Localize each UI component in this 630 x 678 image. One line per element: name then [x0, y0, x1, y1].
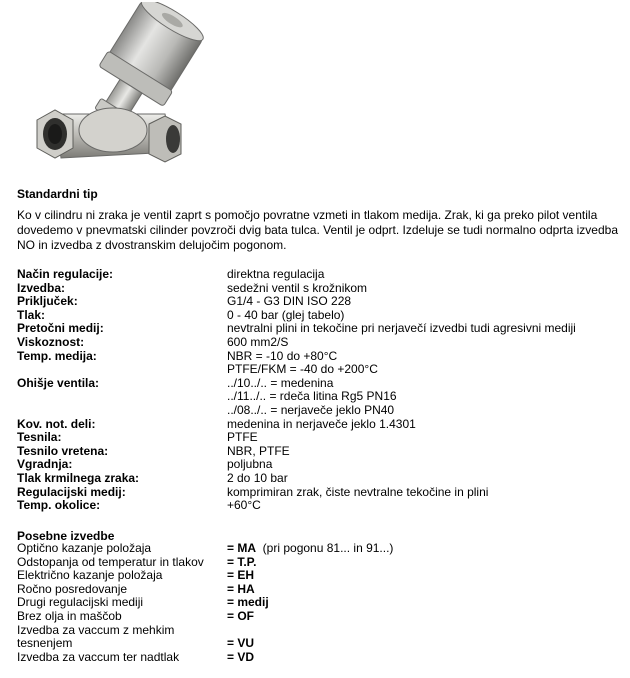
option-row: [17, 651, 617, 665]
option-label: Drugi regulacijski mediji: [17, 595, 144, 610]
spec-label: Temp. okolice:: [17, 498, 101, 513]
option-row: [17, 637, 617, 651]
option-code: [227, 610, 254, 624]
option-label: Ročno posredovanje: [17, 581, 128, 596]
spec-label: Način regulacije:: [17, 267, 114, 281]
spec-row: [17, 431, 617, 445]
spec-row: [17, 390, 617, 404]
option-code-text: = medij: [227, 595, 269, 610]
spec-row: [17, 499, 617, 513]
spec-value: nevtralni plini in tekočine pri nerjavečí izvedbi tudi agresivni mediji: [227, 321, 576, 336]
spec-value: ../08../.. = nerjaveče jeklo PN40: [227, 402, 395, 417]
spec-label: Tlak:: [17, 307, 46, 322]
option-code: [227, 542, 393, 556]
option-label: Optično kazanje položaja: [17, 541, 152, 555]
spec-value: PTFE/FKM = -40 do +200°C: [227, 362, 378, 377]
spec-row: [17, 363, 617, 377]
spec-value: NBR, PTFE: [227, 443, 290, 458]
spec-value: G1/4 - G3 DIN ISO 228: [227, 294, 352, 309]
spec-label: Kov. not. deli:: [17, 416, 96, 431]
spec-value: NBR = -10 do +80°C: [227, 348, 338, 363]
option-row: [17, 569, 617, 583]
option-note: (pri pogonu 81... in 91...): [256, 541, 394, 555]
spec-label: Tlak krmilnega zraka:: [17, 470, 140, 485]
intro-paragraph: Ko v cilindru ni zraka je ventil zaprt s pomočjo povratne vzmeti in tlakom medija. Zrak, ki ga preko pilot ventila dovedemo v pnevmatski cilinder povzroči dvig bata tulca. Ventil je odprt. Izdeluje se tudi normalno odprta izvedba NO in izvedba z dvostranskim delujočim pogonom.: [17, 208, 619, 252]
option-row: [17, 542, 617, 556]
spec-row: [17, 295, 617, 309]
option-code: [227, 583, 255, 597]
spec-label: Ohišje ventila:: [17, 375, 100, 390]
spec-value: 2 do 10 bar: [227, 470, 288, 485]
spec-label: Izvedba:: [17, 280, 66, 295]
special-options-list: [17, 542, 617, 664]
spec-row: [17, 309, 617, 323]
option-code-text: = HA: [227, 581, 255, 596]
spec-value: sedežni ventil s krožnikom: [227, 280, 368, 295]
option-code: [227, 569, 254, 583]
option-code: [227, 556, 256, 570]
spec-row: [17, 282, 617, 296]
spec-value: +60°C: [227, 498, 261, 513]
option-code: [227, 651, 254, 665]
spec-label: Viskoznost:: [17, 334, 85, 349]
option-code-text: = VD: [227, 649, 255, 664]
option-label: Odstopanja od temperatur in tlakov: [17, 554, 204, 569]
spec-row: [17, 268, 617, 282]
spec-value: medenina in nerjaveče jeklo 1.4301: [227, 416, 416, 431]
option-row: [17, 610, 617, 624]
spec-label: Temp. medija:: [17, 348, 97, 363]
spec-label: Vgradnja:: [17, 457, 73, 472]
section-title-special: Posebne izvedbe: [17, 529, 115, 543]
option-row: [17, 583, 617, 597]
spec-row: [17, 322, 617, 336]
option-code: [227, 596, 269, 610]
spec-value: ../10../.. = medenina: [227, 375, 334, 390]
spec-row: [17, 404, 617, 418]
spec-value: direktna regulacija: [227, 267, 325, 281]
spec-row: [17, 377, 617, 391]
spec-row: [17, 486, 617, 500]
option-code-text: = T.P.: [227, 554, 257, 569]
option-label: Izvedba za vaccum ter nadtlak: [17, 649, 180, 664]
section-title-standard: Standardni tip: [17, 187, 98, 201]
spec-label: Tesnila:: [17, 430, 62, 445]
option-label: Izvedba za vaccum z mehkim: [17, 622, 175, 637]
option-row: [17, 596, 617, 610]
option-row: [17, 556, 617, 570]
spec-label: Priključek:: [17, 294, 78, 309]
spec-value: PTFE: [227, 430, 258, 445]
spec-value: 0 - 40 bar (glej tabelo): [227, 307, 345, 322]
option-label: tesnenjem: [17, 636, 73, 651]
spec-row: [17, 458, 617, 472]
option-code-text: = VU: [227, 636, 255, 651]
spec-row: [17, 350, 617, 364]
spec-value: 600 mm2/S: [227, 334, 289, 349]
spec-label: Pretočni medij:: [17, 321, 104, 336]
spec-value: poljubna: [227, 457, 273, 472]
option-code-text: = MA: [227, 541, 257, 555]
option-label: Električno kazanje položaja: [17, 568, 163, 583]
option-code-text: = EH: [227, 568, 255, 583]
spec-row: [17, 418, 617, 432]
option-code-text: = OF: [227, 608, 255, 623]
option-row: [17, 624, 617, 638]
option-label: Brez olja in maščob: [17, 608, 122, 623]
spec-row: [17, 336, 617, 350]
spec-row: [17, 445, 617, 459]
spec-value: ../11../.. = rdeča litina Rg5 PN16: [227, 389, 397, 404]
spec-label: Regulacijski medij:: [17, 484, 126, 499]
spec-row: [17, 472, 617, 486]
valve-product-image: [15, 2, 215, 174]
spec-list: [17, 268, 617, 513]
spec-label: Tesnilo vretena:: [17, 443, 109, 458]
option-code: [227, 637, 254, 651]
spec-value: komprimiran zrak, čiste nevtralne tekočine in plini: [227, 484, 489, 499]
